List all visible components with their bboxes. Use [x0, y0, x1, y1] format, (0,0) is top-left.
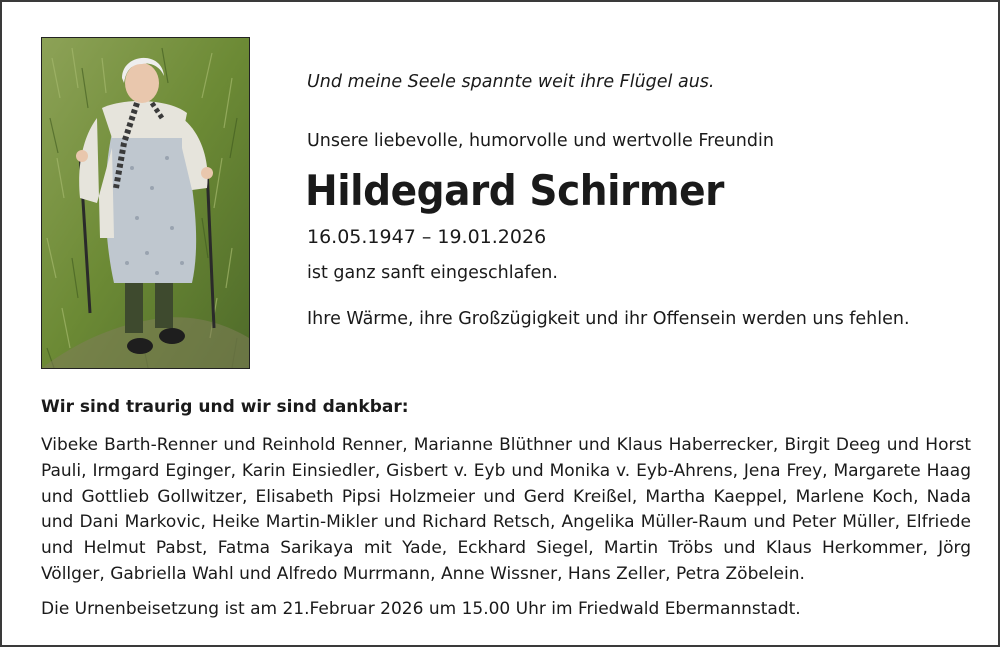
- mourners-list: Vibeke Barth-Renner und Reinhold Renner, Marianne Blüthner und Klaus Haberrecker, Birgit Deeg und Horst Pauli, Irmgard Eginger, Karin Einsiedler, Gisbert v. Eyb und Monika v. Eyb-Ahrens, Jena Frey, Margarete Haag und Gottlieb Gollwitzer, Elisabeth Pipsi Holzmeier und Gerd Kreißel, Martha Kaeppel, Marlene Koch, Nada und Dani Markovic, Heike Martin-Mikler und Richard Retsch, Angelika Müller-Raum und Peter Müller, Elfriede und Helmut Pabst, Fatma Sarikaya mit Yade, Eckhard Siegel, Martin Tröbs und Klaus Herkommer, Jörg Völlger, Gabriella Wahl und Alfredo Murrmann, Anne Wissner, Hans Zeller, Petra Zöbelein.: [41, 435, 971, 584]
- life-dates: 16.05.1947 – 19.01.2026: [307, 226, 547, 248]
- intro-line: Unsere liebevolle, humorvolle und wertvolle Freundin: [307, 131, 774, 151]
- mourners-heading: Wir sind traurig und wir sind dankbar:: [41, 397, 409, 417]
- deceased-name: Hildegard Schirmer: [305, 166, 724, 215]
- motto-quote: Und meine Seele spannte weit ihre Flügel aus.: [307, 72, 715, 92]
- funeral-info: Die Urnenbeisetzung ist am 21.Februar 2026 um 15.00 Uhr im Friedwald Ebermannstadt.: [41, 599, 801, 619]
- portrait-photo: [41, 37, 250, 369]
- remembrance-line: Ihre Wärme, ihre Großzügigkeit und ihr Offensein werden uns fehlen.: [307, 309, 910, 329]
- passing-line: ist ganz sanft eingeschlafen.: [307, 263, 558, 283]
